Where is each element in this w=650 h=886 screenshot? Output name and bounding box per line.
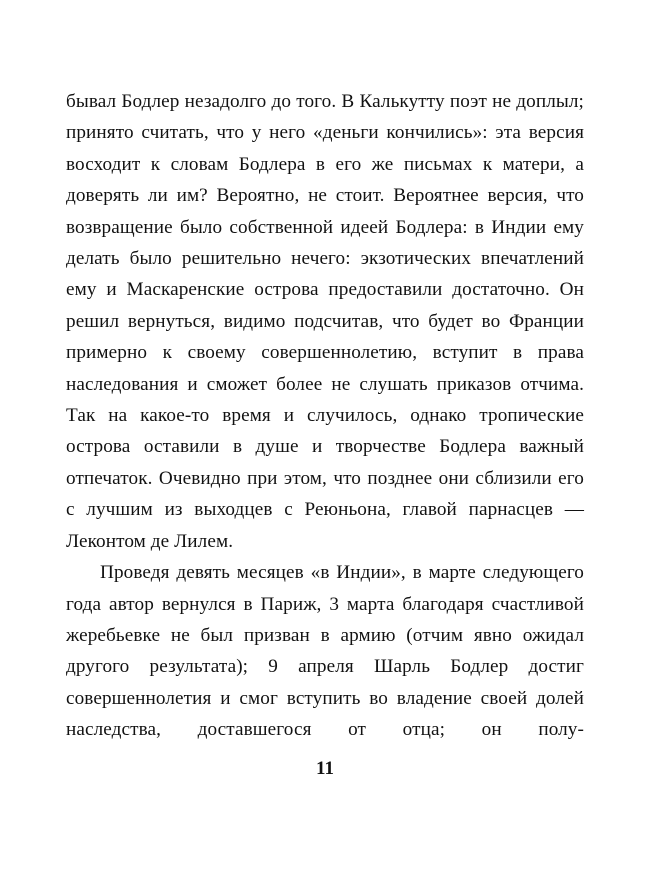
- paragraph: бывал Бодлер незадолго до того. В Калькутту поэт не доплыл; принято считать, что у него «деньги кончились»: эта версия восходит к словам Бодлера в его же письмах к матери, а доверять ли им? Вероятно, не стоит. Вероятнее версия, что возвращение было собственной идеей Бодлера: в Индии ему делать было решительно нечего: экзотических впечатлений ему и Маскаренские острова предоставили достаточно. Он решил вернуться, видимо подсчитав, что будет во Франции примерно к своему совершеннолетию, вступит в права наследования и сможет более не слушать приказов отчима. Так на какое-то время и случилось, однако тропические острова оставили в душе и творчестве Бодлера важный отпечаток. Очевидно при этом, что позднее они сблизили его с лучшим из выходцев с Реюньона, главой парнасцев — Леконтом де Лилем.: [66, 91, 584, 552]
- paragraph: Проведя девять месяцев «в Индии», в марте следующего года автор вернулся в Париж, 3 марта благодаря счастливой жеребьевке не был призван в армию (отчим явно ожидал другого результата); 9 апреля Шарль Бодлер достиг совершеннолетия и смог вступить во владение своей долей наследства, доставшегося от отца; он полу-: [66, 562, 584, 741]
- page-number: 11: [316, 758, 334, 779]
- body-text: [66, 86, 584, 777]
